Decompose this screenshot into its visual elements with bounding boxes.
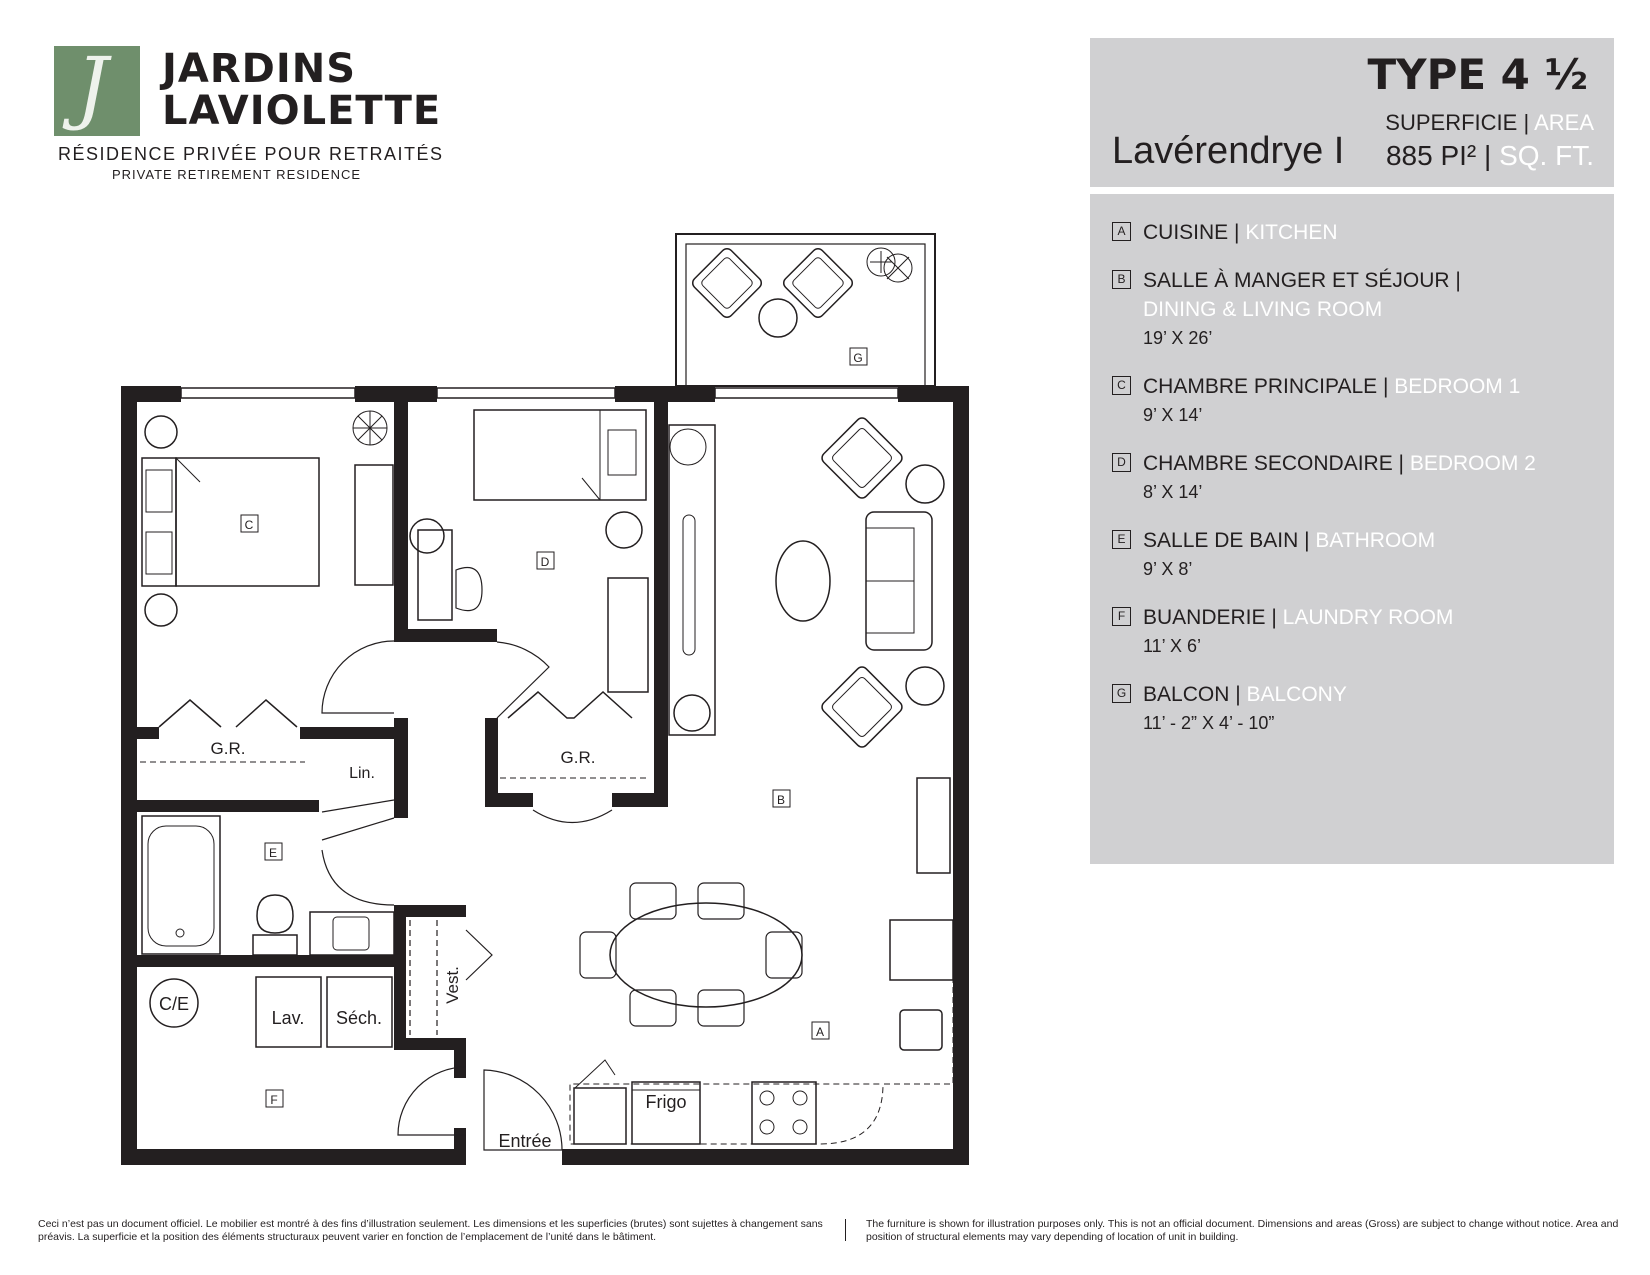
- brand-name-line2: LAVIOLETTE: [162, 88, 442, 134]
- kitchen: [570, 920, 953, 1144]
- bedroom-1: [140, 411, 393, 762]
- plant-icon: [670, 429, 706, 465]
- washer-label: Lav.: [271, 1008, 305, 1028]
- water-heater-label: C/E: [158, 994, 190, 1014]
- side-table-icon: [759, 299, 797, 337]
- legend-label: CHAMBRE PRINCIPALE | BEDROOM 1: [1143, 375, 1521, 398]
- separator: |: [1484, 140, 1492, 171]
- hallway: [319, 641, 394, 905]
- cabinet-icon: [917, 778, 950, 873]
- lamp-icon: [410, 519, 444, 553]
- legend-letter: G: [1112, 684, 1131, 703]
- area-label-en: AREA: [1534, 110, 1594, 135]
- entry: [398, 920, 562, 1151]
- legend-item: [1112, 526, 1602, 596]
- legend-item: [1112, 680, 1602, 750]
- desk-icon: [418, 530, 452, 620]
- countertop: [890, 920, 953, 980]
- door-swing: [322, 641, 394, 713]
- vestibule-label: Vest.: [443, 966, 462, 1004]
- closet-door-icon: [159, 700, 297, 727]
- nightstand-icon: [142, 458, 176, 586]
- closet-door-icon: [508, 692, 632, 718]
- divider: [845, 1219, 846, 1241]
- bedroom-2: [410, 410, 650, 823]
- legend-letter: A: [1112, 222, 1131, 241]
- legend-label-en: DINING & LIVING ROOM: [1143, 298, 1383, 321]
- fridge-label: Frigo: [645, 1092, 687, 1112]
- legend-label-fr: SALLE DE BAIN: [1143, 529, 1299, 552]
- legend-label: SALLE DE BAIN | BATHROOM: [1143, 529, 1436, 552]
- room-letter-a: A: [815, 1025, 825, 1039]
- legend-dimensions: 19’ X 26’: [1143, 328, 1213, 348]
- area-label: [1385, 110, 1594, 136]
- vanity-icon: [310, 912, 394, 955]
- legend-label-en: KITCHEN: [1245, 221, 1338, 244]
- sink-icon: [900, 1010, 942, 1050]
- room-letter-g: G: [853, 351, 863, 365]
- separator: |: [1523, 110, 1530, 135]
- brand-name-line1: JARDINS: [162, 46, 357, 92]
- legend-label-en: LAUNDRY ROOM: [1282, 606, 1454, 629]
- legend-label-en: BALCONY: [1246, 683, 1347, 706]
- unit-header-panel: [1090, 38, 1614, 187]
- lamp-icon: [674, 695, 710, 731]
- legend-item: [1112, 603, 1602, 673]
- plant-icon: [867, 248, 912, 282]
- lamp-icon: [606, 512, 642, 548]
- legend-letter: E: [1112, 530, 1131, 549]
- legend-item: [1112, 218, 1602, 258]
- bathroom: [142, 816, 394, 955]
- legend-label-fr: CHAMBRE PRINCIPALE: [1143, 375, 1378, 398]
- toilet-icon: [253, 895, 297, 955]
- exterior-walls: [121, 386, 969, 1165]
- legend-dimensions: 11’ X 6’: [1143, 636, 1202, 656]
- legend-item: [1112, 449, 1602, 519]
- room-legend-panel: [1090, 194, 1614, 864]
- legend-label-en: BEDROOM 2: [1409, 452, 1536, 475]
- entrance-label: Entrée: [498, 1131, 552, 1151]
- room-letter-c: C: [244, 518, 254, 532]
- legend-label-fr: BUANDERIE: [1143, 606, 1266, 629]
- door-swing: [322, 818, 394, 905]
- windows: [181, 388, 898, 398]
- legend-label-fr: SALLE À MANGER ET SÉJOUR: [1143, 269, 1450, 292]
- disclaimer-fr: Ceci n’est pas un document officiel. Le mobilier est montré à des fins d’illustration seulement. Les dimensions et les superficies (brutes) sont sujettes à changement sans préavis. La superficie et la position des éléments structuraux peuvent varier en fonction de l’emplacement de l’unité dans le bâtiment.: [38, 1218, 823, 1243]
- dresser-icon: [608, 578, 648, 692]
- armchair-icon: [690, 246, 764, 320]
- closet-door-icon: [466, 930, 492, 980]
- legend-item: [1112, 266, 1602, 366]
- area-value-fr: 885 PI²: [1385, 140, 1477, 171]
- legend-label-en: BEDROOM 1: [1394, 375, 1521, 398]
- legend-label: BUANDERIE | LAUNDRY ROOM: [1143, 606, 1454, 629]
- room-letter-e: E: [268, 846, 278, 860]
- logo-mark-letter: J: [76, 40, 109, 133]
- legend-dimensions: 9’ X 14’: [1143, 405, 1203, 425]
- brand-subtitle-fr: RÉSIDENCE PRIVÉE POUR RETRAITÉS: [58, 144, 444, 164]
- legend-dimensions: 11’ - 2” X 4’ - 10”: [1143, 713, 1275, 733]
- area-unit-en: SQ. FT.: [1499, 140, 1594, 171]
- dresser-icon: [355, 465, 393, 585]
- stove-icon: [752, 1082, 816, 1144]
- room-letter-f: F: [270, 1093, 278, 1107]
- legend-label-fr: CUISINE: [1143, 221, 1229, 244]
- lamp-icon: [145, 416, 177, 448]
- armchair-icon: [781, 246, 855, 320]
- balcony: [676, 234, 935, 386]
- legend-label-en: BATHROOM: [1315, 529, 1436, 552]
- lamp-icon: [906, 465, 944, 503]
- dryer-label: Séch.: [335, 1008, 383, 1028]
- legend-letter: F: [1112, 607, 1131, 626]
- room-letter-b: B: [776, 793, 786, 807]
- lamp-icon: [906, 667, 944, 705]
- door-swing: [497, 642, 549, 718]
- tv-console-icon: [669, 425, 715, 735]
- disclaimer-en: The furniture is shown for illustration purposes only. This is not an official document. Dimensions and areas (Gross) are subject to change without notice. Area and position of structural elements may vary depending of location of unit in building.: [866, 1218, 1619, 1243]
- legend-label: SALLE À MANGER ET SÉJOUR | DINING & LIVING ROOM: [1143, 269, 1461, 321]
- bathtub-icon: [142, 816, 220, 954]
- legend-letter: B: [1112, 270, 1131, 289]
- door-swing: [322, 800, 394, 812]
- linen-closet-label: Lin.: [349, 765, 375, 782]
- area-value: [1386, 140, 1594, 172]
- window-bay: [533, 810, 612, 823]
- brand-subtitle-en: PRIVATE RETIREMENT RESIDENCE: [112, 167, 362, 182]
- lamp-icon: [145, 594, 177, 626]
- armchair-icon: [820, 665, 905, 750]
- coffee-table-icon: [776, 541, 830, 621]
- chair-icon: [456, 568, 482, 611]
- legend-label-fr: CHAMBRE SECONDAIRE: [1143, 452, 1393, 475]
- unit-type: TYPE 4 ½: [1367, 50, 1588, 99]
- legend-letter: D: [1112, 453, 1131, 472]
- laundry-room: [150, 977, 392, 1107]
- bed-icon: [474, 410, 646, 500]
- room-letter-d: D: [540, 555, 550, 569]
- legend-label: CHAMBRE SECONDAIRE | BEDROOM 2: [1143, 452, 1536, 475]
- legend-label: CUISINE | KITCHEN: [1143, 221, 1338, 244]
- unit-model-name: Lavérendrye I: [1112, 130, 1345, 172]
- legend-label-fr: BALCON: [1143, 683, 1230, 706]
- armchair-icon: [820, 416, 905, 501]
- area-label-fr: SUPERFICIE: [1385, 110, 1518, 135]
- legend-dimensions: 8’ X 14’: [1143, 482, 1203, 502]
- plant-icon: [353, 411, 387, 445]
- sink-icon: [333, 917, 369, 950]
- living-dining: [580, 416, 950, 1026]
- closet-label: G.R.: [210, 739, 246, 758]
- legend-label: BALCON | BALCONY: [1143, 683, 1347, 706]
- legend-item: [1112, 372, 1602, 442]
- closet-label: G.R.: [560, 748, 596, 767]
- legend-letter: C: [1112, 376, 1131, 395]
- legend-dimensions: 9’ X 8’: [1143, 559, 1193, 579]
- counter-outline: [570, 920, 953, 1144]
- dining-chair-icon: [580, 883, 802, 1026]
